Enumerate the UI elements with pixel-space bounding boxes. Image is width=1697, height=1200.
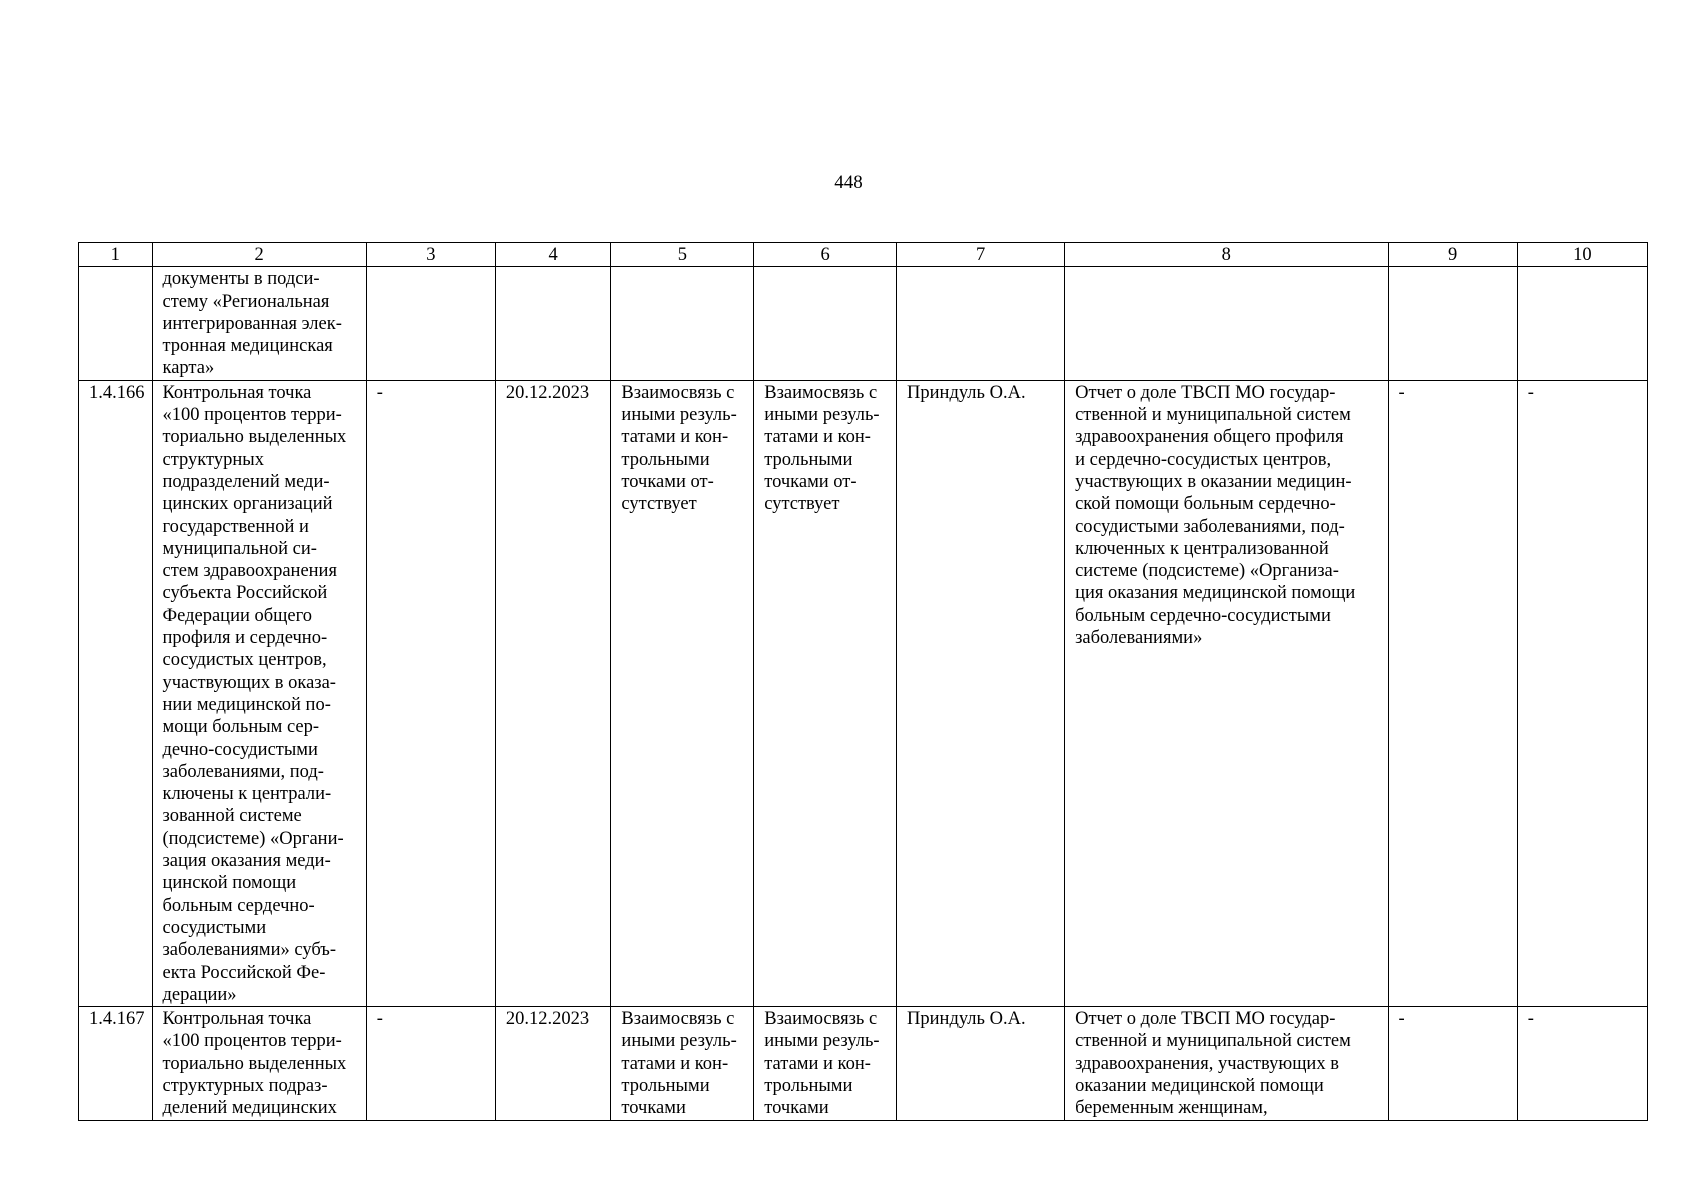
cell-col10	[1517, 267, 1647, 380]
col6-lines	[764, 1008, 893, 1119]
header-col-6: 6	[754, 243, 897, 267]
text-line: Взаимосвязь с	[621, 1009, 735, 1030]
text-line: дечно-сосудистыми	[162, 739, 318, 760]
cell-col9	[1388, 267, 1517, 380]
text-line: ственной и муниципальной систем	[1075, 1031, 1351, 1052]
header-col-9: 9	[1388, 243, 1517, 267]
text-line: здравоохранения общего профиля	[1075, 427, 1344, 448]
text-line: цинских организаций	[162, 494, 333, 515]
cell-date	[495, 267, 611, 380]
cell-col5	[611, 380, 754, 1006]
text-line: заболеваниями, под-	[162, 761, 324, 782]
text-line: ключены к централи-	[162, 784, 332, 805]
text-line: ственной и муниципальной систем	[1075, 405, 1351, 426]
text-line: здравоохранения, участвующих в	[1075, 1053, 1339, 1074]
text-line: татами и кон-	[621, 427, 729, 448]
cell-responsible	[897, 267, 1065, 380]
text-line: стем здравоохранения	[162, 561, 337, 582]
header-col-8: 8	[1065, 243, 1388, 267]
text-line: татами и кон-	[621, 1053, 729, 1074]
text-line: участвующих в оказании медицин-	[1075, 471, 1352, 492]
text-line: сутствует	[621, 494, 697, 515]
text-line: зованной системе	[162, 806, 302, 827]
text-line: зация оказания меди-	[162, 851, 331, 872]
text-line: ключенных к централизованной	[1075, 538, 1329, 559]
text-line: (подсистеме) «Органи-	[162, 828, 344, 849]
text-line: Контрольная точка	[162, 1009, 312, 1030]
text-line: дерации»	[162, 984, 237, 1005]
cell-col5	[611, 1007, 754, 1120]
cell-document	[1065, 1007, 1388, 1120]
cell-col9: -	[1388, 1007, 1517, 1120]
header-col-2: 2	[152, 243, 366, 267]
text-line: больным сердечно-сосудистыми	[1075, 605, 1331, 626]
cell-document	[1065, 380, 1388, 1006]
text-line: ториально выделенных	[162, 1053, 347, 1074]
cell-date: 20.12.2023	[495, 1007, 611, 1120]
text-line: структурных подраз-	[162, 1075, 328, 1096]
text-line: документы в подси-	[162, 269, 320, 290]
name-lines	[163, 382, 363, 1006]
text-line: ция оказания медицинской помощи	[1075, 583, 1356, 604]
text-line: Федерации общего	[162, 605, 312, 626]
text-line: «100 процентов терри-	[162, 405, 342, 426]
text-line: трольными	[621, 1075, 710, 1096]
plan-table	[78, 242, 1648, 1121]
text-line: беременным женщинам,	[1075, 1098, 1268, 1119]
cell-number	[79, 267, 153, 380]
text-line: тронная медицинская	[162, 336, 333, 357]
text-line: иными резуль-	[764, 1031, 880, 1052]
cell-document	[1065, 267, 1388, 380]
text-line: Контрольная точка	[162, 382, 312, 403]
text-line: структурных	[162, 449, 264, 470]
cell-col5	[611, 267, 754, 380]
text-line: карта»	[162, 358, 215, 379]
cell-date: 20.12.2023	[495, 380, 611, 1006]
table-row	[79, 380, 1648, 1006]
text-line: иными резуль-	[764, 405, 880, 426]
text-line: сосудистыми заболеваниями, под-	[1075, 516, 1345, 537]
text-line: трольными	[621, 449, 710, 470]
cell-col10: -	[1517, 1007, 1647, 1120]
header-col-5: 5	[611, 243, 754, 267]
cell-number: 1.4.166	[79, 380, 153, 1006]
text-line: участвующих в оказа-	[162, 672, 336, 693]
text-line: татами и кон-	[764, 1053, 871, 1074]
cell-col9: -	[1388, 380, 1517, 1006]
cell-name	[152, 380, 366, 1006]
text-line: стему «Региональная	[162, 291, 330, 312]
cell-col6	[754, 267, 897, 380]
continuation-row	[79, 267, 1648, 380]
cell-responsible: Приндуль О.А.	[897, 380, 1065, 1006]
text-line: мощи больным сер-	[162, 717, 320, 738]
cell-col3: -	[366, 380, 495, 1006]
text-line: точками от-	[621, 471, 714, 492]
text-line: и сердечно-сосудистых центров,	[1075, 449, 1332, 470]
cell-col6	[754, 1007, 897, 1120]
cell-col3: -	[366, 1007, 495, 1120]
text-line: нии медицинской по-	[162, 694, 331, 715]
text-line: ской помощи больным сердечно-	[1075, 494, 1336, 515]
text-line: заболеваниями»	[1075, 628, 1203, 649]
text-line: точками	[621, 1098, 686, 1119]
text-line: ториально выделенных	[162, 427, 347, 448]
text-line: оказании медицинской помощи	[1075, 1075, 1324, 1096]
text-line: екта Российской Фе-	[162, 962, 326, 983]
text-line: системе (подсистеме) «Организа-	[1075, 561, 1339, 582]
text-line: точками от-	[764, 471, 857, 492]
document-lines	[1075, 382, 1384, 650]
text-line: трольными	[764, 1075, 853, 1096]
text-line: иными резуль-	[621, 1031, 737, 1052]
header-col-7: 7	[897, 243, 1065, 267]
name-lines	[163, 1008, 363, 1119]
header-col-4: 4	[495, 243, 611, 267]
col5-lines	[621, 1008, 750, 1119]
text-line: сосудистых центров,	[162, 650, 327, 671]
text-line: трольными	[764, 449, 853, 470]
table-row	[79, 1007, 1648, 1120]
header-col-3: 3	[366, 243, 495, 267]
text-line: интегрированная элек-	[162, 313, 342, 334]
cell-col10: -	[1517, 380, 1647, 1006]
text-line: делений медицинских	[162, 1098, 337, 1119]
cell-col6	[754, 380, 897, 1006]
text-line: больным сердечно-	[162, 895, 315, 916]
header-col-10: 10	[1517, 243, 1647, 267]
text-line: «100 процентов терри-	[162, 1031, 342, 1052]
cell-col3	[366, 267, 495, 380]
name-lines	[163, 268, 363, 379]
text-line: подразделений меди-	[162, 471, 330, 492]
text-line: профиля и сердечно-	[162, 628, 328, 649]
col5-lines	[621, 382, 750, 516]
text-line: точками	[764, 1098, 829, 1119]
text-line: сосудистыми	[162, 917, 267, 938]
cell-name	[152, 1007, 366, 1120]
text-line: Взаимосвязь с	[764, 1009, 878, 1030]
text-line: Отчет о доле ТВСП МО государ-	[1075, 1009, 1336, 1030]
text-line: государственной и	[162, 516, 309, 537]
header-col-1: 1	[79, 243, 153, 267]
text-line: цинской помощи	[162, 873, 297, 894]
text-line: муниципальной си-	[162, 538, 317, 559]
cell-name	[152, 267, 366, 380]
text-line: Отчет о доле ТВСП МО государ-	[1075, 382, 1336, 403]
text-line: сутствует	[764, 494, 840, 515]
cell-number: 1.4.167	[79, 1007, 153, 1120]
page-number: 448	[834, 172, 863, 193]
header-row	[79, 243, 1648, 267]
document-lines	[1075, 1008, 1384, 1119]
text-line: татами и кон-	[764, 427, 871, 448]
text-line: субъекта Российской	[162, 583, 328, 604]
col6-lines	[764, 382, 893, 516]
text-line: Взаимосвязь с	[764, 382, 878, 403]
cell-responsible: Приндуль О.А.	[897, 1007, 1065, 1120]
text-line: иными резуль-	[621, 405, 737, 426]
text-line: заболеваниями» субъ-	[162, 940, 337, 961]
text-line: Взаимосвязь с	[621, 382, 735, 403]
